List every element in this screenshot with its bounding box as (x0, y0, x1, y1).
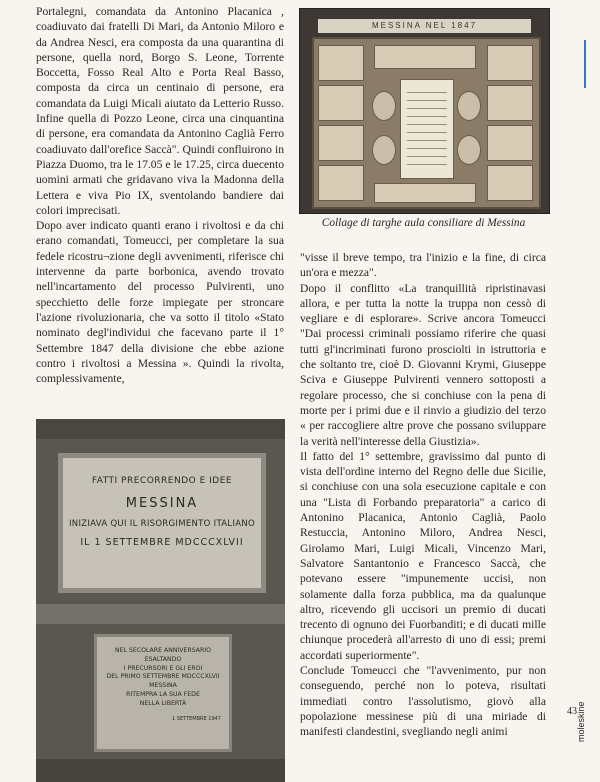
paragraph: Dopo aver indicato quanti erano i rivoltosi e da chi erano comandati, Tomeucci, per completare la sua fedele ricostru¬zione degli avvenimenti, riferisce chi intervenne da parte borbonica, avendo trovato nell'incartamento del processo Pulvirenti, uno specchietto delle forze impiegate per stroncare l'azione rivoluzionaria, che va sotto il titolo «Stato nominato degl'individui che facevano parte il 1° Settembre 1847 della divisione che ebbe azione contro i rivoltosi a Messina ». Quindi la rivolta, complessivamente, (36, 219, 284, 386)
plaque (374, 183, 476, 203)
portrait-medallion (457, 91, 481, 121)
plaque (318, 125, 364, 161)
plaque (374, 45, 476, 69)
plaque (318, 165, 364, 201)
portrait-medallion (372, 91, 396, 121)
plaque (487, 45, 533, 81)
right-text-column (300, 250, 546, 740)
document-plaque (400, 79, 454, 179)
plaque (487, 165, 533, 201)
plaque-line: IL 1 SETTEMBRE MDCCCXLVII (80, 537, 244, 548)
plaque (487, 85, 533, 121)
accent-bar (584, 40, 586, 88)
plaques-collage-photo (299, 8, 550, 214)
paragraph: "visse il breve tempo, tra l'inizio e la fine, di circa un'ora e mezza". (300, 251, 546, 280)
stone-band (36, 604, 285, 624)
left-text-column (36, 4, 284, 386)
paragraph: Conclude Tomeucci che "l'avvenimento, pur non conseguendo, perché non lo poteva, risultati immediati contro l'assolutismo, giovò alla popolazione messinese più di una miriade di manifesti clandestini, svegliando negli animi (300, 664, 546, 739)
plaque-line: NEL SECOLARE ANNIVERSARIO (114, 647, 211, 654)
page-number: 43 (567, 706, 577, 717)
stone-band (36, 759, 285, 782)
plaque-line: ESALTANDO (144, 655, 182, 663)
paragraph: Il fatto del 1° settembre, gravissimo dal punto di vista dell'ordine interno del Regno delle due Sicilie, si conchiuse con una sola esecuzione capitale e con una "Lista di Forbando preparatoria" a carico di Antonino Placanica, Antonio Caglià, Paolo Restuccia, Antonino Miloro, Andrea Nesci, Girolamo Mari, Luigi Micali, Vincenzo Mari, Salvatore Santantonio e Francesco Saccà, che potevano essere "impunemente uccisi, non solamente dalla forza pubblica, ma da qualunque altro, ricevendo gli uccisori un premio di ducati trecento di ognuno dei Fuorbanditi; e di ducati mille chiunque procederà all'arresto di uno di essi; premi accordati superiormente". (300, 449, 546, 662)
portrait-medallion (372, 135, 396, 165)
paragraph: Dopo il conflitto «La tranquillità ripristinavasi allora, e per tutta la notte la truppa non cessò di vegliare e di esplorare». Scrive ancora Tomeucci "Dai processi criminali possiamo riferire che quasi tutti gl'incriminati furono prosciolti in istruttoria e che soltanto tre, cioè D. Giovanni Krymi, Giuseppe Sciva e Giuseppe Pulvirenti vennero sottoposti a regolare processo, che si conchiuse con la pena di morte per i primi due e il rinvio a giudizio del terzo « per raccogliere altre prove che possano sviluppare la verità nell'interesse della Giustizia». (300, 281, 546, 448)
plaque-line: DEL PRIMO SETTEMBRE MDCCCXLVII (106, 673, 220, 681)
plaque (318, 45, 364, 81)
plaque-line: NELLA LIBERTÀ (139, 699, 187, 707)
plaque-date: 1 SETTEMBRE 1947 (172, 715, 221, 722)
plaque (318, 85, 364, 121)
sidebar-label: moleskine (576, 701, 586, 742)
stone-band (36, 419, 285, 439)
collage-banner: MESSINA NEL 1847 (318, 19, 531, 33)
paragraph: Portalegni, comandata da Antonino Placanica , coadiuvato dai fratelli Di Mari, da Antonio Miloro e da Andrea Nesci, era composta da una quarantina di persone, quella nord, Borgo S. Leone, Torrente Boccetta, Fosso Real Alto e Porta Real Basso, composta da circa un centinaio di persone, era comandata da Luigi Micali aiutato da Letterio Russo. Infine quella di Pozzo Leone, circa una cinquantina di persone, era comandata da Antonino Caglià Ferro coadiuvato dall'orefice Saccà". Quindi confluirono in Piazza Duomo, tra le 17.05 e le 17.25, circa duecento uomini armati che gridavano viva la Madonna della Lettera e viva Pio IX, sventolando bandiere dai colori imprecisati. (36, 5, 284, 217)
plaque-line: FATTI PRECORRENDO E IDEE (91, 476, 233, 486)
photo-caption: Collage di targhe aula consiliare di Messina (321, 217, 526, 229)
marble-plaque-1 (58, 453, 266, 593)
plaque-board (312, 37, 541, 209)
plaque-line: MESSINA (149, 682, 177, 690)
plaque-line: INIZIAVA QUI IL RISORGIMENTO ITALIANO (68, 519, 256, 529)
commemorative-plaques-photo (36, 419, 285, 782)
plaque-line: RITEMPRA LA SUA FEDE (126, 690, 200, 698)
marble-plaque-2 (94, 634, 232, 752)
plaque-line: MESSINA (125, 496, 199, 511)
plaque-line: I PRECURSORI E GLI EROI (123, 664, 203, 672)
plaque (487, 125, 533, 161)
portrait-medallion (457, 135, 481, 165)
